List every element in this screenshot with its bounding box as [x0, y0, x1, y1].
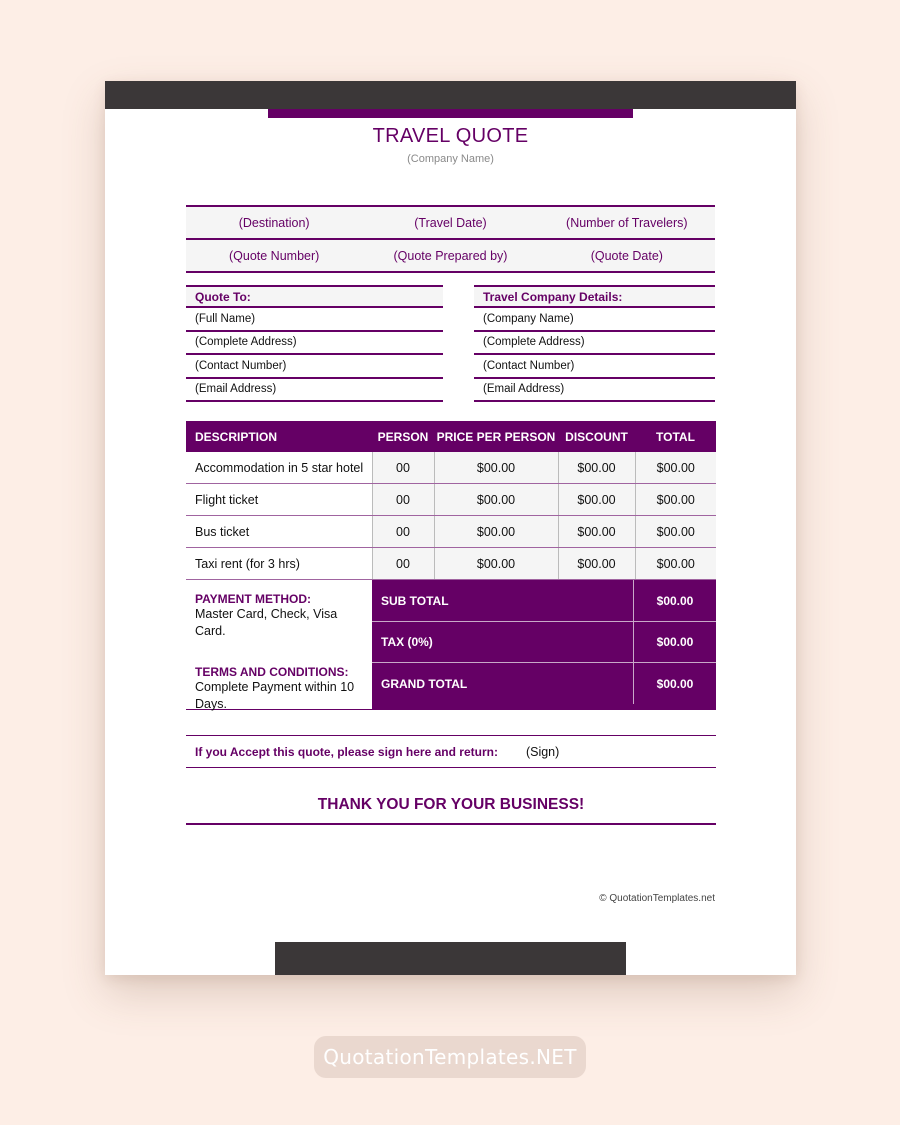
top-dark-bar [105, 81, 796, 109]
quote-date-field: (Quote Date) [590, 248, 663, 263]
watermark: QuotationTemplates.NET [314, 1036, 586, 1078]
trip-info-grid [186, 205, 715, 273]
quote-prepared-by-field: (Quote Prepared by) [393, 248, 508, 263]
company-name-placeholder: (Company Name) [407, 153, 494, 165]
travel-company-contact-number: (Contact Number) [474, 355, 715, 379]
header-description: DESCRIPTION [186, 421, 372, 452]
number-of-travelers-field: (Number of Travelers) [566, 215, 688, 230]
quote-document [105, 81, 796, 975]
item-description: Bus ticket [186, 516, 372, 548]
top-accent-bar [268, 109, 633, 118]
header-person: PERSON [372, 421, 434, 452]
item-total: $00.00 [635, 484, 716, 516]
payment-terms-block [186, 580, 372, 710]
payment-method-value: Master Card, Check, Visa Card. [195, 607, 338, 638]
travel-company-heading: Travel Company Details: [474, 285, 715, 308]
item-description: Taxi rent (for 3 hrs) [186, 548, 372, 580]
signature-field[interactable]: (Sign) [525, 744, 560, 759]
grand-total-row [372, 663, 716, 704]
quote-number-field: (Quote Number) [229, 248, 320, 263]
header-price-per-person: PRICE PER PERSON [434, 421, 558, 452]
item-person: 00 [372, 484, 434, 516]
item-total: $00.00 [635, 548, 716, 580]
copyright-text: © QuotationTemplates.net [599, 893, 715, 904]
items-header-row [186, 421, 716, 452]
quote-to-address: (Complete Address) [186, 332, 443, 356]
tax-label: TAX (0%) [372, 622, 634, 662]
quote-to-email: (Email Address) [186, 379, 443, 403]
table-row [186, 516, 716, 548]
header-total: TOTAL [635, 421, 716, 452]
subtotal-row [372, 580, 716, 621]
item-description: Flight ticket [186, 484, 372, 516]
travel-date-field: (Travel Date) [414, 215, 487, 230]
quote-to-full-name: (Full Name) [186, 308, 443, 332]
table-row [186, 484, 716, 516]
item-price-per-person: $00.00 [434, 548, 558, 580]
terms-value: Complete Payment within 10 Days. [195, 680, 355, 711]
item-price-per-person: $00.00 [434, 516, 558, 548]
item-description: Accommodation in 5 star hotel [186, 452, 372, 484]
item-person: 00 [372, 516, 434, 548]
thank-you-message: THANK YOU FOR YOUR BUSINESS! [186, 796, 716, 825]
travel-company-block [474, 285, 715, 402]
item-total: $00.00 [635, 516, 716, 548]
trip-info-row [186, 205, 715, 238]
quote-to-contact-number: (Contact Number) [186, 355, 443, 379]
signature-label: If you Accept this quote, please sign here and return: [195, 744, 498, 759]
travel-company-address: (Complete Address) [474, 332, 715, 356]
document-title: TRAVEL QUOTE [372, 125, 529, 147]
trip-info-row [186, 238, 715, 273]
item-discount: $00.00 [558, 516, 635, 548]
quote-to-block [186, 285, 443, 402]
subtotal-value: $00.00 [656, 593, 694, 608]
bottom-dark-bar [275, 942, 626, 975]
travel-company-email: (Email Address) [474, 379, 715, 403]
table-row [186, 452, 716, 484]
item-discount: $00.00 [558, 452, 635, 484]
item-person: 00 [372, 548, 434, 580]
tax-row [372, 622, 716, 662]
header-discount: DISCOUNT [558, 421, 635, 452]
item-discount: $00.00 [558, 484, 635, 516]
item-person: 00 [372, 452, 434, 484]
item-price-per-person: $00.00 [434, 484, 558, 516]
item-total: $00.00 [635, 452, 716, 484]
terms-label: TERMS AND CONDITIONS: [195, 665, 349, 679]
signature-row [186, 735, 716, 768]
table-row [186, 548, 716, 580]
quote-to-heading: Quote To: [186, 285, 443, 308]
subtotal-label: SUB TOTAL [372, 580, 634, 621]
tax-value: $00.00 [656, 635, 694, 649]
destination-field: (Destination) [238, 215, 310, 230]
totals-block [372, 580, 716, 710]
travel-company-name: (Company Name) [474, 308, 715, 332]
grand-total-value: $00.00 [656, 676, 694, 691]
payment-method-label: PAYMENT METHOD: [195, 592, 312, 606]
grand-total-label: GRAND TOTAL [372, 663, 634, 704]
item-discount: $00.00 [558, 548, 635, 580]
items-table [186, 421, 716, 580]
item-price-per-person: $00.00 [434, 452, 558, 484]
